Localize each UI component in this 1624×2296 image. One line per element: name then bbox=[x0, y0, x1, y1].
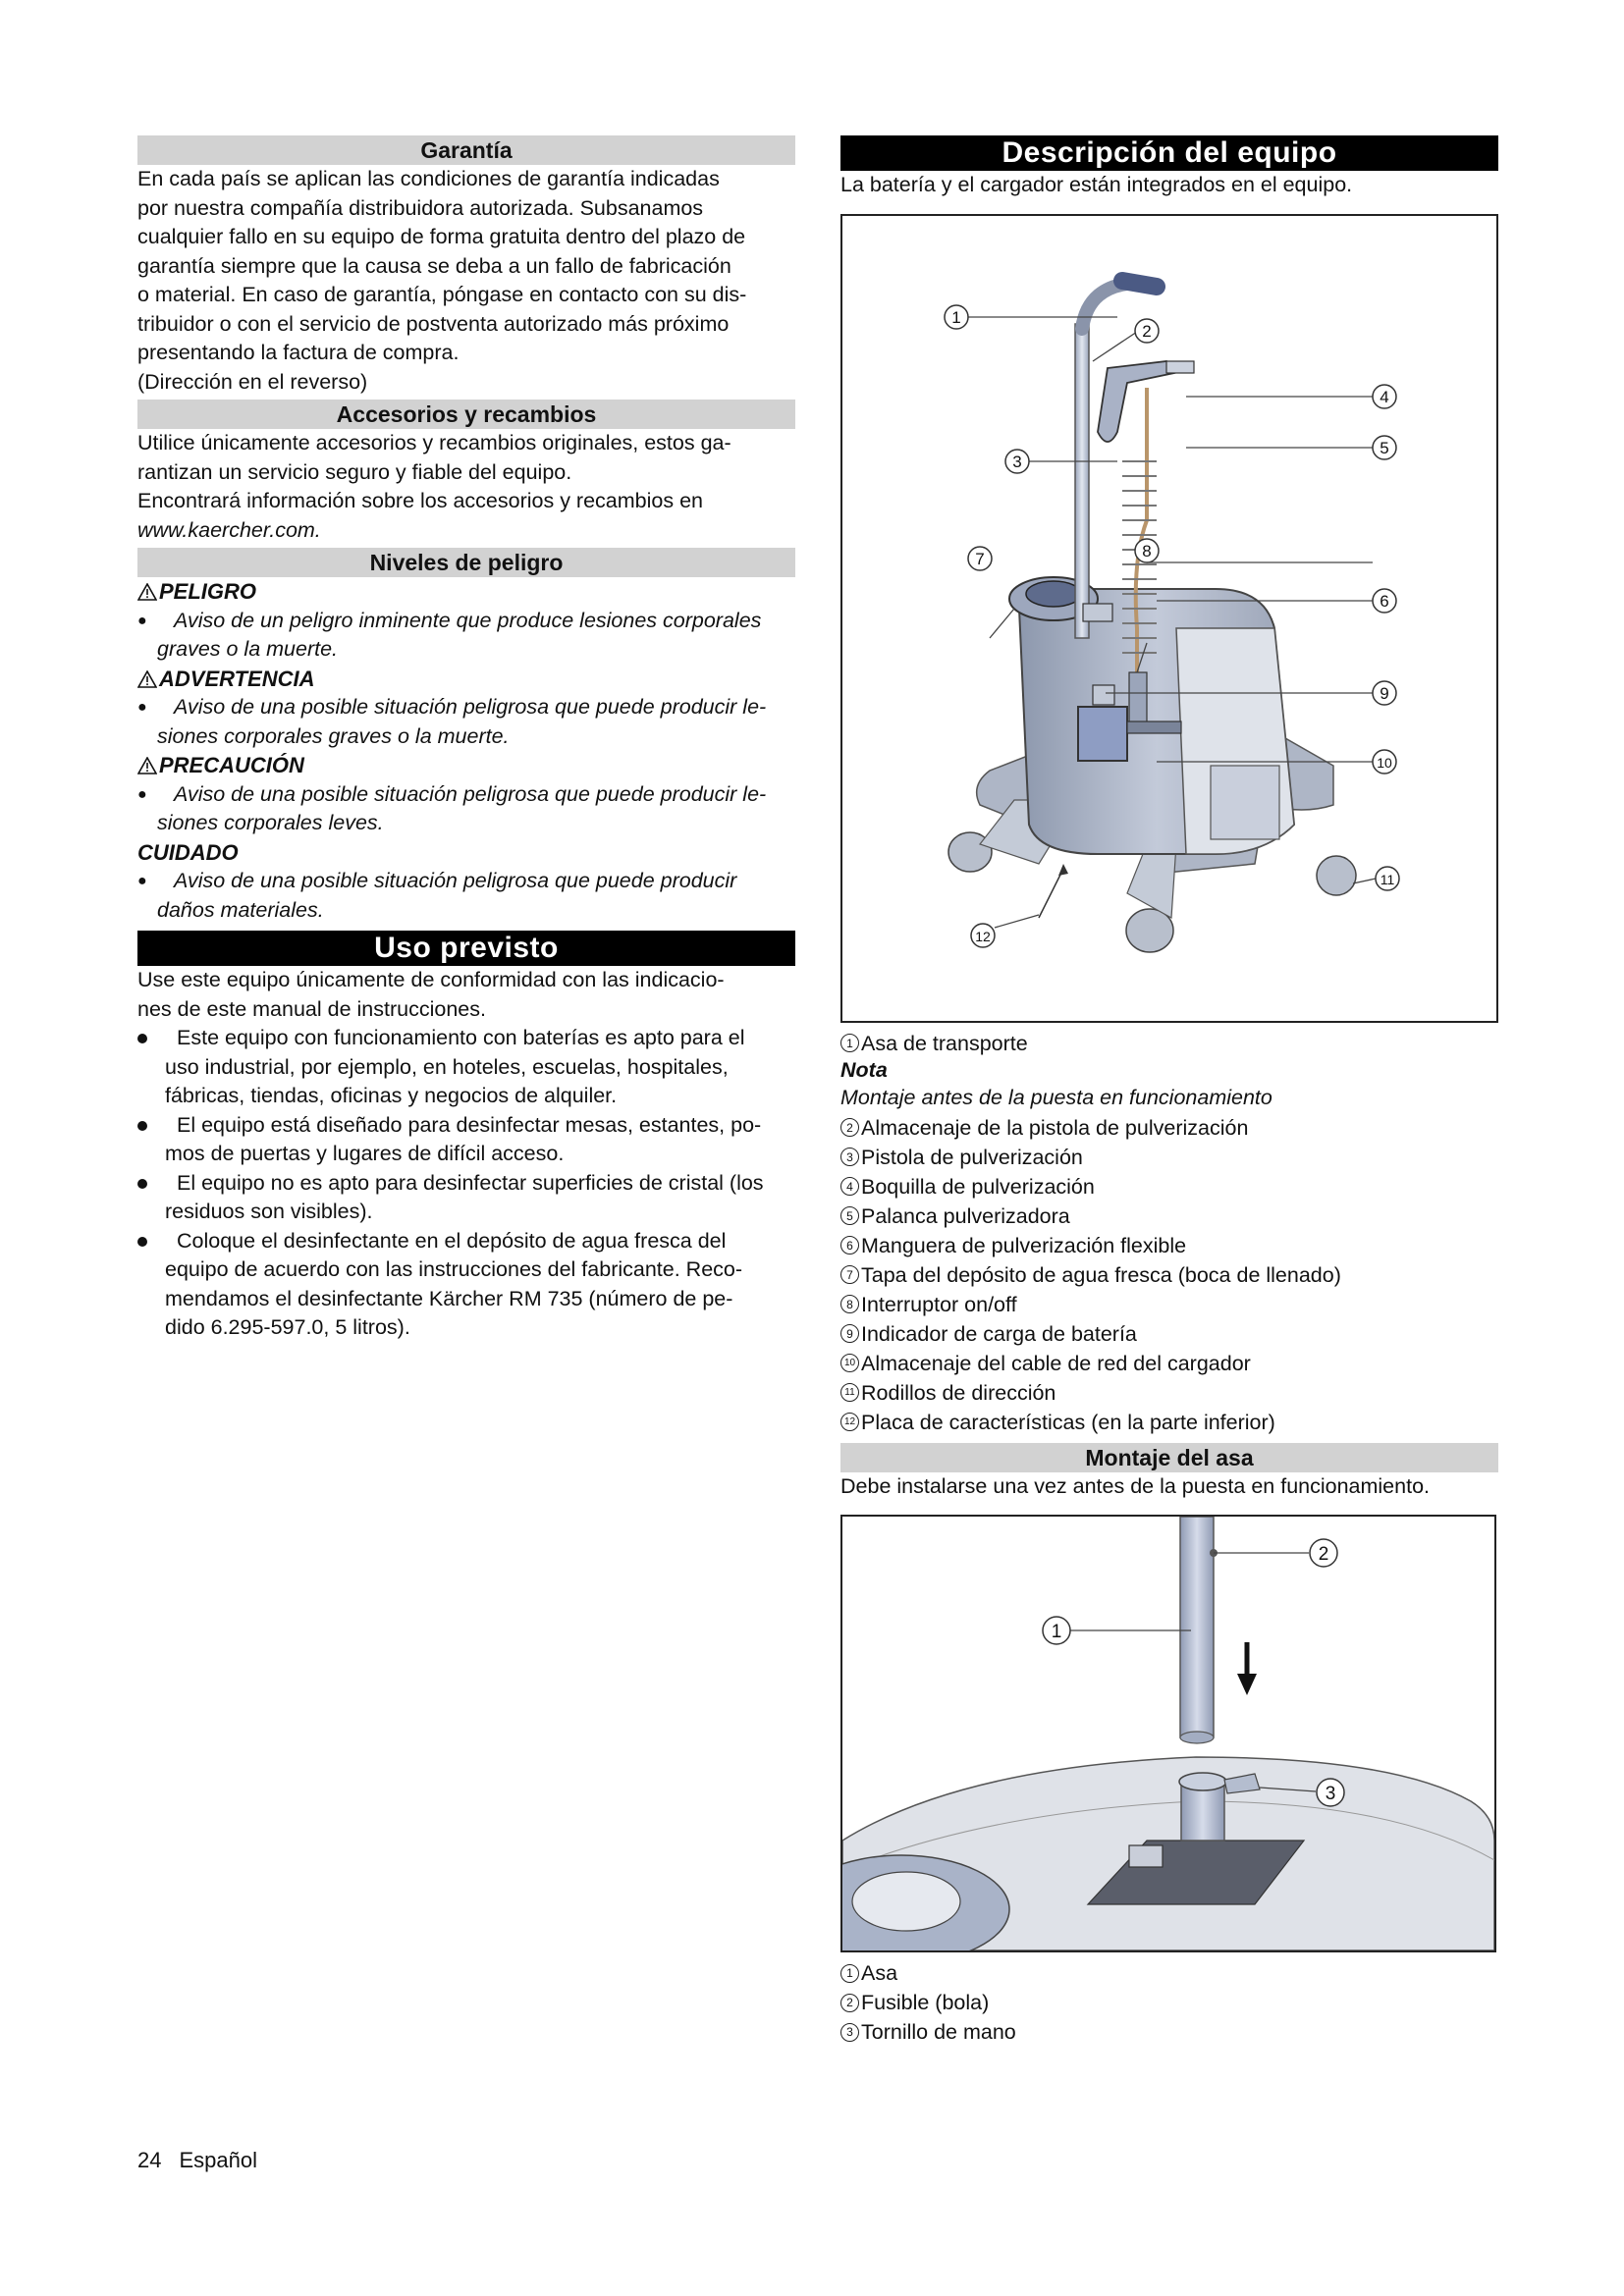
heading-uso-previsto: Uso previsto bbox=[137, 931, 795, 966]
callout-9 bbox=[1373, 681, 1396, 705]
handle-assembly-illustration bbox=[842, 1517, 1494, 1950]
legend-item: 3 Pistola de pulverización bbox=[840, 1143, 1498, 1172]
svg-text:10: 10 bbox=[1377, 754, 1392, 771]
legend-item: 1 Asa de transporte bbox=[840, 1029, 1498, 1058]
callout-12 bbox=[971, 924, 995, 947]
spray-gun bbox=[1098, 361, 1174, 442]
svg-text:5: 5 bbox=[1380, 438, 1389, 457]
text-line: por nuestra compañía distribuidora autorizada. Subsanamos bbox=[137, 195, 704, 220]
display-window bbox=[1078, 707, 1127, 761]
text-line: Encontrará información sobre los accesorios y recambios en bbox=[137, 489, 703, 512]
callout-3 bbox=[1317, 1779, 1344, 1806]
callout-6 bbox=[1373, 589, 1396, 613]
danger-bullet: ● Aviso de un peligro inminente que produce lesiones corporales graves o la muerte. bbox=[137, 608, 762, 661]
heading-garantia: Garantía bbox=[137, 135, 795, 165]
handle-pole bbox=[1075, 324, 1089, 638]
callout-3 bbox=[1005, 450, 1029, 473]
heading-niveles-peligro: Niveles de peligro bbox=[137, 548, 795, 577]
callout-5 bbox=[1373, 436, 1396, 459]
text-line: cualquier fallo en su equipo de forma gratuita dentro del plazo de bbox=[137, 225, 746, 248]
footer-language: Español bbox=[179, 2148, 257, 2172]
legend-item: 4 Boquilla de pulverización bbox=[840, 1172, 1498, 1201]
callout-2 bbox=[1135, 319, 1159, 343]
legend-item: 5 Palanca pulverizadora bbox=[840, 1201, 1498, 1231]
heading-montaje-asa: Montaje del asa bbox=[840, 1443, 1498, 1472]
list-item: El equipo está diseñado para desinfectar mesas, estantes, po- mos de puertas y lugares de difícil acceso. bbox=[137, 1111, 795, 1169]
svg-text:11: 11 bbox=[1380, 871, 1395, 887]
callout-11 bbox=[1376, 867, 1399, 890]
danger-title-cuidado: CUIDADO bbox=[137, 839, 239, 865]
text-line: Use este equipo únicamente de conformidad con las indicacio- bbox=[137, 968, 725, 991]
handle-assembly-figure bbox=[840, 1515, 1496, 1952]
svg-text:8: 8 bbox=[1142, 541, 1152, 561]
danger-title-peligro: PELIGRO bbox=[137, 577, 795, 607]
svg-text:3: 3 bbox=[1012, 452, 1022, 471]
text-line: (Dirección en el reverso) bbox=[137, 369, 368, 394]
list-item: Este equipo con funcionamiento con baterías es apto para el uso industrial, por ejemplo, en hoteles, escuelas, hospitales, fábricas, tiendas, oficinas y negocios de alquiler. bbox=[137, 1024, 795, 1111]
note-text: Montaje antes de la puesta en funcionamiento bbox=[840, 1085, 1272, 1109]
legend-item: 2 Almacenaje de la pistola de pulverización bbox=[840, 1113, 1498, 1143]
svg-text:1: 1 bbox=[1051, 1622, 1062, 1642]
text-line: nes de este manual de instrucciones. bbox=[137, 996, 486, 1021]
handle-legend bbox=[840, 1958, 1498, 2047]
handle-tube[interactable] bbox=[1180, 1517, 1214, 1737]
danger-title-advertencia: ADVERTENCIA bbox=[137, 665, 795, 694]
text-line: o material. En caso de garantía, póngase en contacto con su dis- bbox=[137, 283, 747, 306]
svg-text:12: 12 bbox=[975, 928, 991, 944]
descripcion-intro: La batería y el cargador están integrados en el equipo. bbox=[840, 173, 1353, 196]
legend-item: 12 Placa de características (en la parte inferior) bbox=[840, 1408, 1498, 1437]
legend-item: 9 Indicador de carga de batería bbox=[840, 1319, 1498, 1349]
list-item: Coloque el desinfectante en el depósito de agua fresca del equipo de acuerdo con las instrucciones del fabricante. Reco- mendamos el desinfectante Kärcher RM 735 (número de pe- dido 6.295-597.0, 5 litros). bbox=[137, 1227, 795, 1343]
warning-triangle-icon bbox=[137, 757, 157, 774]
carry-grip bbox=[1122, 281, 1157, 287]
device-figure bbox=[840, 214, 1498, 1023]
callout-1 bbox=[1043, 1617, 1070, 1644]
text-line: rantizan un servicio seguro y fiable del equipo. bbox=[137, 459, 572, 484]
warning-triangle-icon bbox=[137, 670, 157, 688]
accesorios-text bbox=[137, 429, 795, 545]
heading-descripcion: Descripción del equipo bbox=[840, 135, 1498, 171]
device-illustration bbox=[842, 216, 1496, 1021]
list-item: El equipo no es apto para desinfectar superficies de cristal (los residuos son visibles). bbox=[137, 1169, 795, 1227]
svg-text:3: 3 bbox=[1325, 1784, 1336, 1804]
text-line: garantía siempre que la causa se deba a un fallo de fabricación bbox=[137, 253, 731, 278]
device-legend bbox=[840, 1113, 1498, 1437]
svg-text:2: 2 bbox=[1142, 321, 1152, 341]
kaercher-link[interactable]: www.kaercher.com. bbox=[137, 517, 321, 542]
legend-item: 1 Asa bbox=[840, 1958, 1498, 1988]
danger-bullet: ● Aviso de una posible situación peligrosa que puede producir le- siones corporales graves o la muerte. bbox=[137, 695, 767, 748]
legend-item: 7 Tapa del depósito de agua fresca (boca de llenado) bbox=[840, 1260, 1498, 1290]
legend-item: 3 Tornillo de mano bbox=[840, 2017, 1498, 2047]
text-line: tribuidor o con el servicio de postventa autorizado más próximo bbox=[137, 311, 730, 336]
uso-text bbox=[137, 966, 795, 1343]
page-footer bbox=[137, 2148, 275, 2173]
callout-1 bbox=[945, 305, 968, 329]
danger-levels bbox=[137, 577, 795, 925]
legend-item: 11 Rodillos de dirección bbox=[840, 1378, 1498, 1408]
right-column bbox=[840, 135, 1498, 2047]
warning-triangle-icon bbox=[137, 583, 157, 601]
danger-bullet: ● Aviso de una posible situación peligrosa que puede producir daños materiales. bbox=[137, 869, 737, 922]
callout-4 bbox=[1373, 385, 1396, 408]
svg-text:4: 4 bbox=[1380, 387, 1389, 406]
wheel bbox=[1317, 856, 1356, 895]
text-line: Utilice únicamente accesorios y recambios originales, estos ga- bbox=[137, 431, 731, 454]
svg-text:2: 2 bbox=[1318, 1544, 1329, 1565]
note-title: Nota bbox=[840, 1057, 888, 1082]
on-off-switch bbox=[1083, 604, 1112, 621]
callout-2 bbox=[1310, 1539, 1337, 1567]
text-line: En cada país se aplican las condiciones de garantía indicadas bbox=[137, 167, 720, 190]
danger-title-precaucion: PRECAUCIÓN bbox=[137, 751, 795, 780]
heading-accesorios: Accesorios y recambios bbox=[137, 400, 795, 429]
arrow-down-icon bbox=[1237, 1674, 1257, 1695]
svg-text:9: 9 bbox=[1380, 683, 1389, 703]
page-number: 24 bbox=[137, 2148, 162, 2172]
garantia-text bbox=[137, 165, 795, 397]
callout-10 bbox=[1373, 750, 1396, 774]
legend-item: 2 Fusible (bola) bbox=[840, 1988, 1498, 2017]
callout-8 bbox=[1135, 539, 1159, 562]
svg-text:6: 6 bbox=[1380, 591, 1389, 611]
text-line: presentando la factura de compra. bbox=[137, 341, 460, 364]
legend-item: 6 Manguera de pulverización flexible bbox=[840, 1231, 1498, 1260]
svg-text:1: 1 bbox=[951, 307, 961, 327]
montaje-intro: Debe instalarse una vez antes de la puesta en funcionamiento. bbox=[840, 1473, 1431, 1498]
legend-item: 8 Interruptor on/off bbox=[840, 1290, 1498, 1319]
danger-bullet: ● Aviso de una posible situación peligrosa que puede producir le- siones corporales leves. bbox=[137, 781, 767, 834]
legend-item: 10 Almacenaje del cable de red del cargador bbox=[840, 1349, 1498, 1378]
callout-7 bbox=[968, 547, 992, 570]
svg-text:7: 7 bbox=[975, 549, 985, 568]
left-column bbox=[137, 135, 795, 1343]
